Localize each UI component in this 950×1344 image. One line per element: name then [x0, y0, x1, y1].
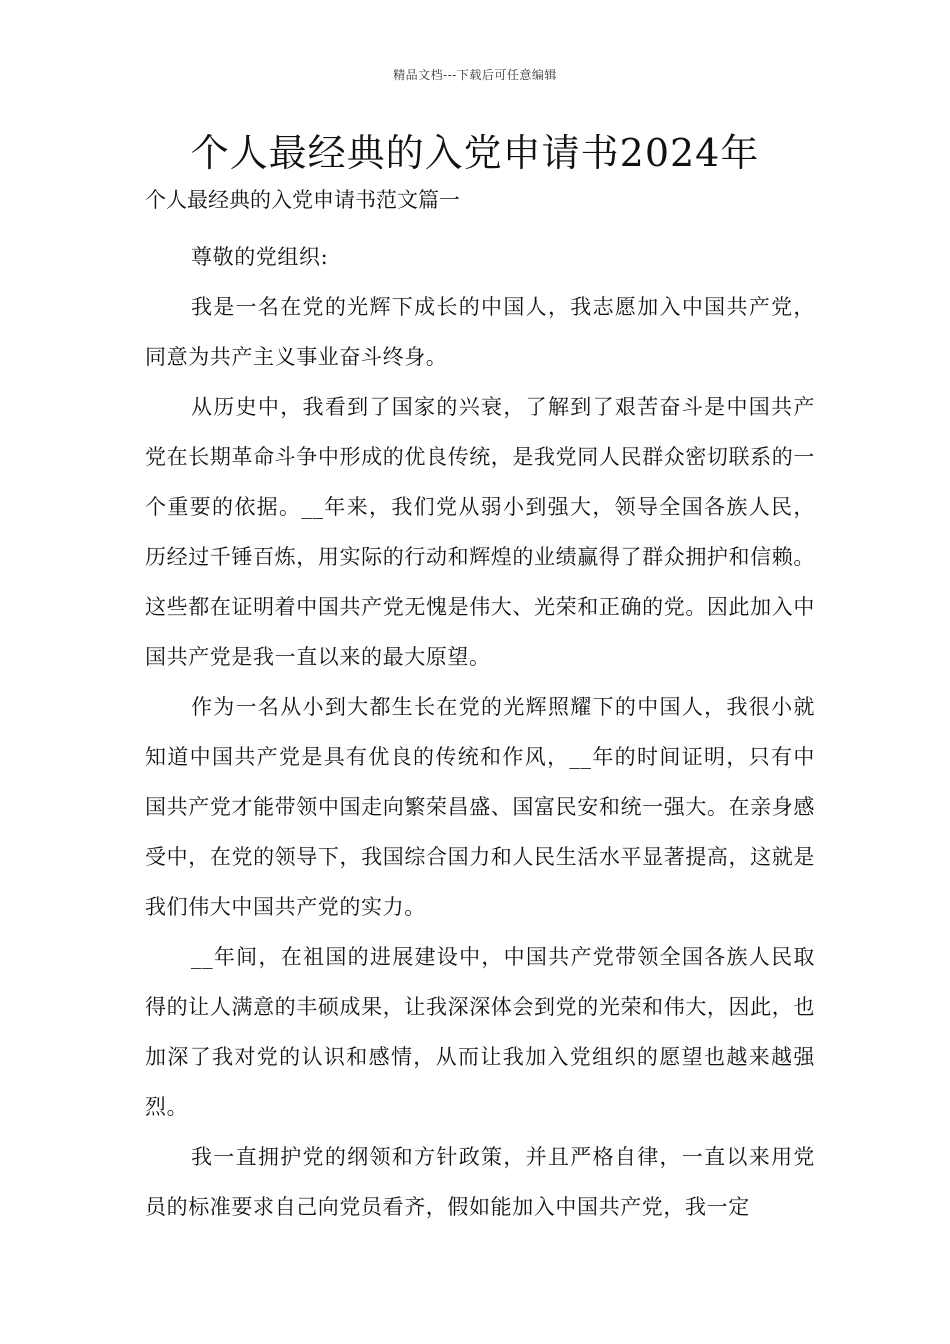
header-note: 精品文档---下载后可任意编辑: [393, 68, 557, 82]
paragraph-5: 我一直拥护党的纲领和方针政策，并且严格自律，一直以来用党员的标准要求自己向党员看齐，假如能加入中国共产党，我一定: [145, 1145, 815, 1219]
paragraph-3: 作为一名从小到大都生长在党的光辉照耀下的中国人，我很小就知道中国共产党是具有优良的传统和作风，__年的时间证明，只有中国共产党才能带领中国走向繁荣昌盛、国富民安和统一强大。在亲身感受中，在党的领导下，我国综合国力和人民生活水平显著提高，这就是我们伟大中国共产党的实力。: [145, 695, 815, 919]
paragraph-4: __年间，在祖国的进展建设中，中国共产党带领全国各族人民取得的让人满意的丰硕成果，让我深深体会到党的光荣和伟大，因此，也加深了我对党的认识和感情，从而让我加入党组织的愿望也越来越强烈。: [145, 945, 815, 1119]
document-body: [145, 180, 815, 1232]
paragraph-2: 从历史中，我看到了国家的兴衰，了解到了艰苦奋斗是中国共产党在长期革命斗争中形成的优良传统，是我党同人民群众密切联系的一个重要的依据。__年来，我们党从弱小到强大，领导全国各族人民，历经过千锤百炼，用实际的行动和辉煌的业绩赢得了群众拥护和信赖。这些都在证明着中国共产党无愧是伟大、光荣和正确的党。因此加入中国共产党是我一直以来的最大原望。: [145, 395, 815, 669]
section-subtitle: 个人最经典的入党申请书范文篇一: [145, 188, 460, 212]
paragraph-1: 我是一名在党的光辉下成长的中国人，我志愿加入中国共产党，同意为共产主义事业奋斗终身。: [145, 295, 815, 369]
document-title: 个人最经典的入党申请书2024年: [190, 131, 760, 175]
salutation: 尊敬的党组织:: [191, 245, 329, 269]
